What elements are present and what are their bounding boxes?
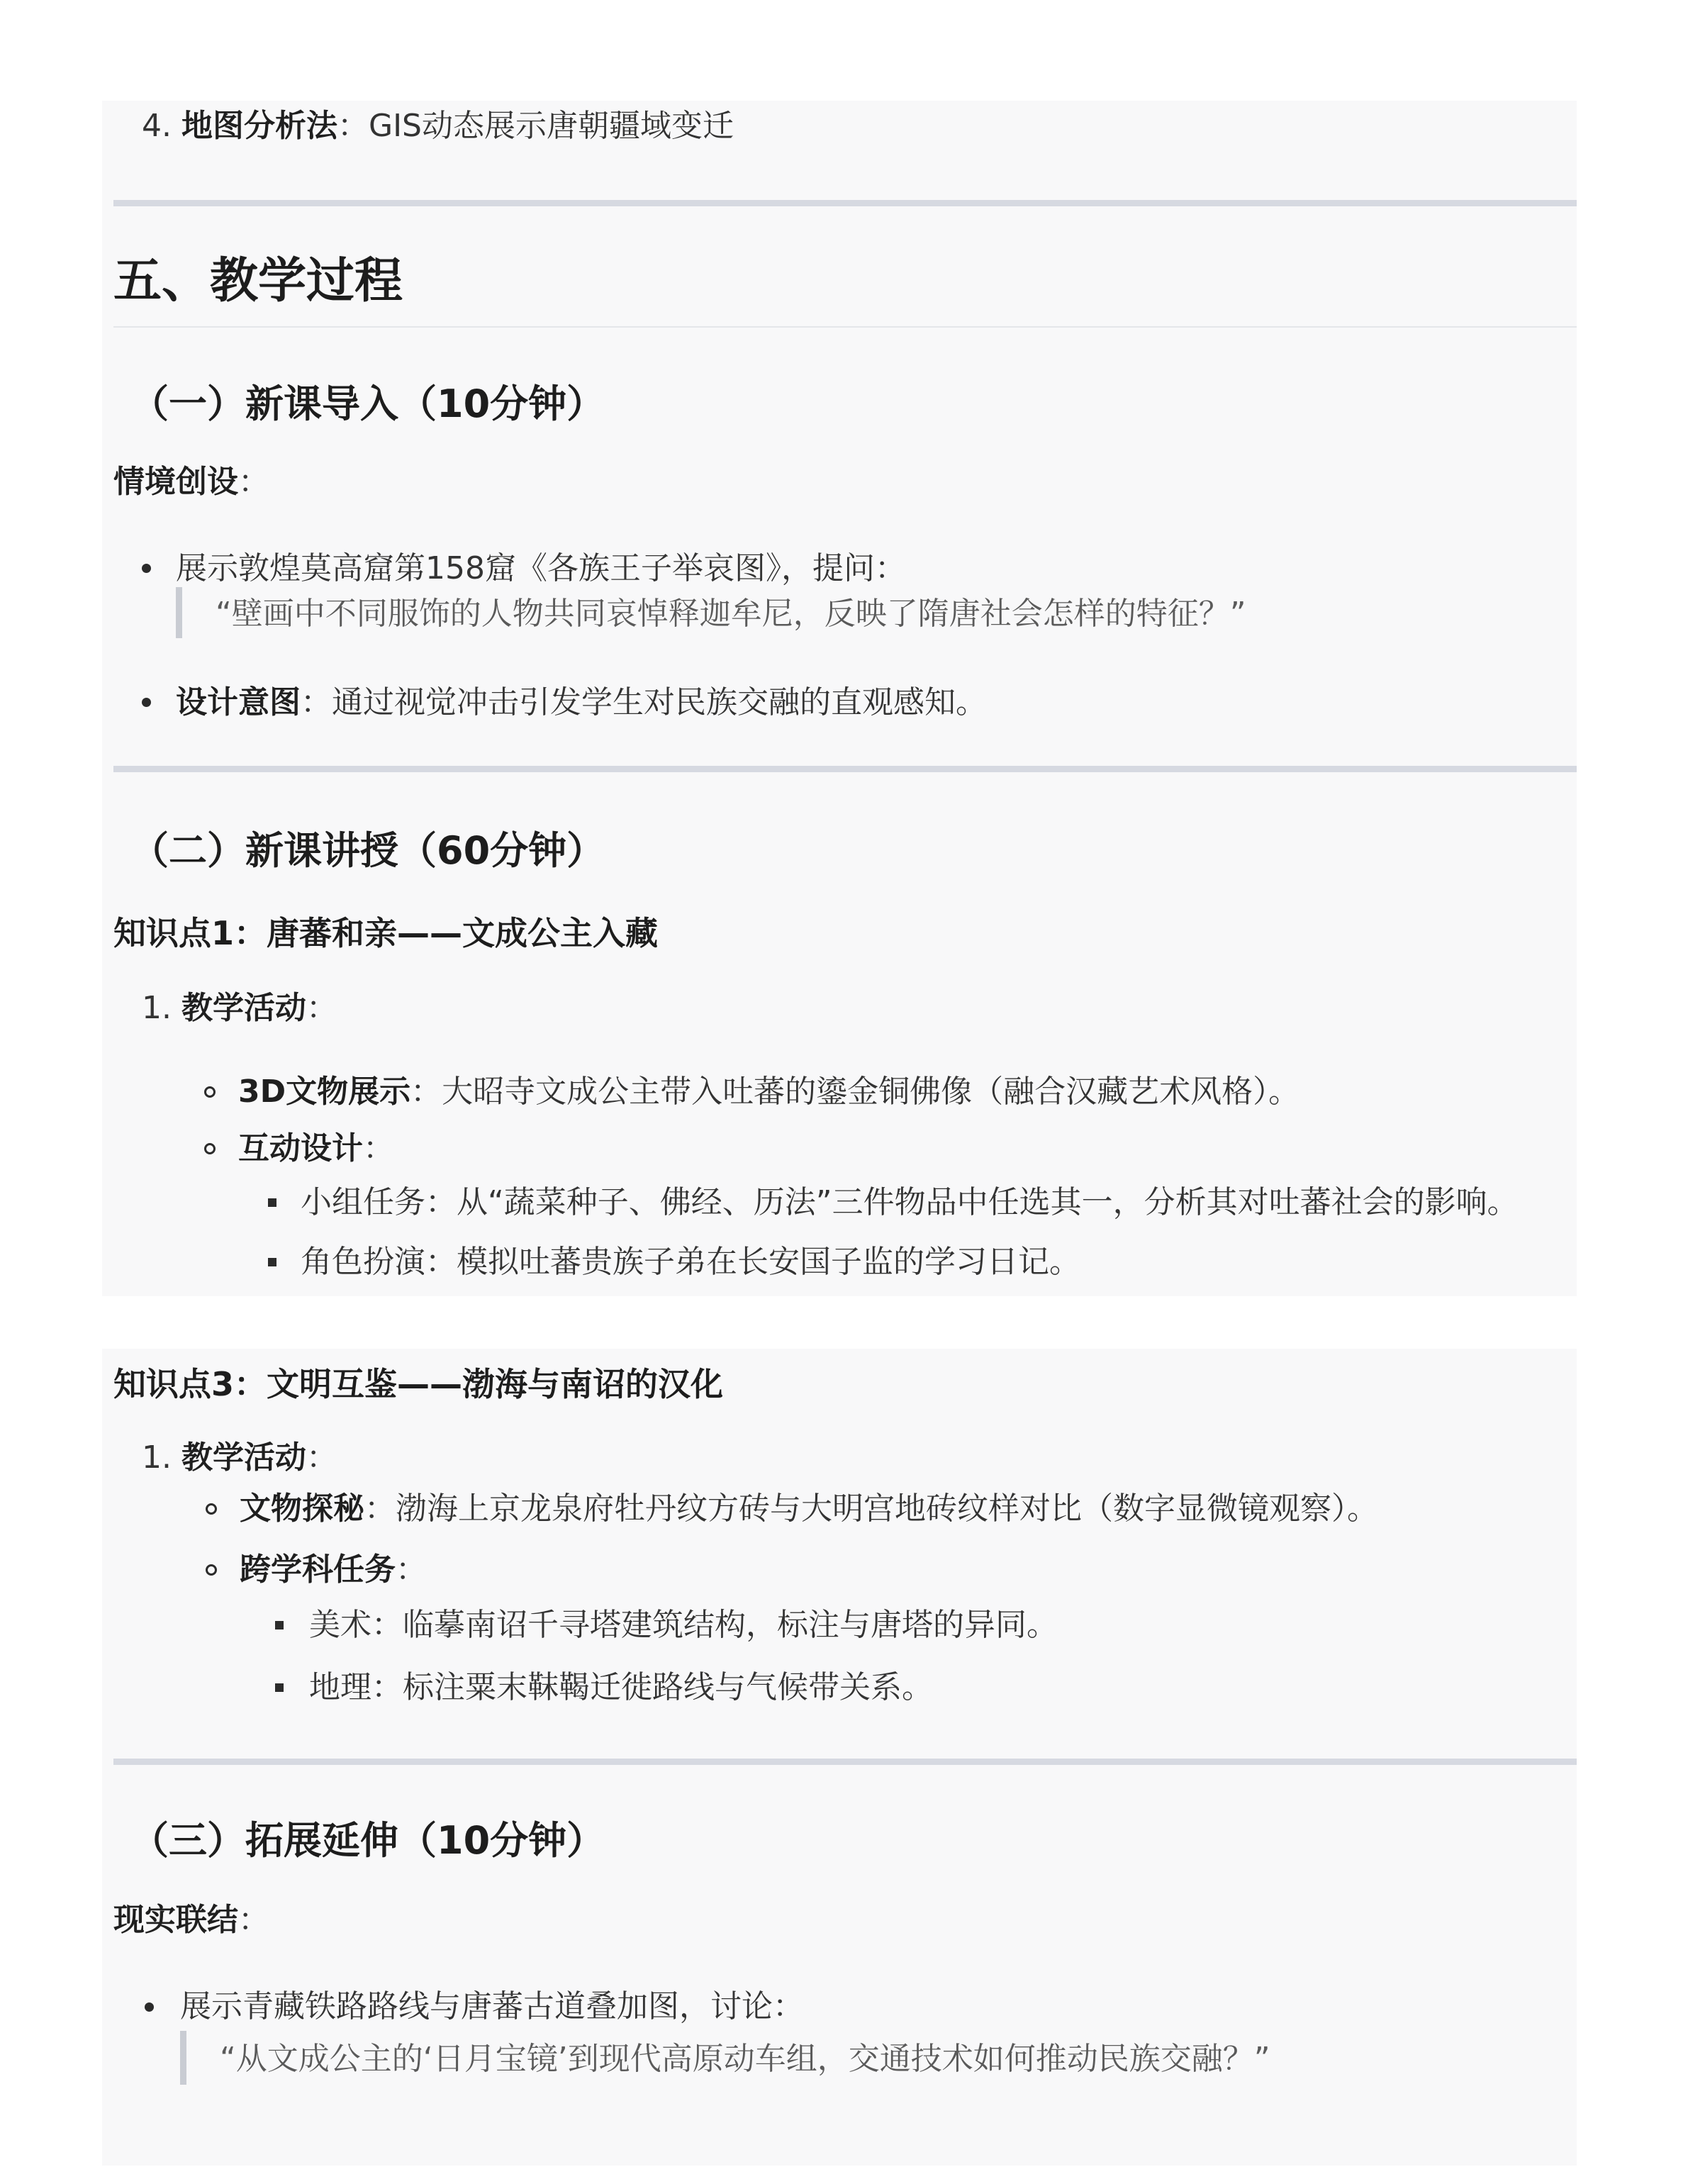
reality-label <box>113 1899 269 1941</box>
activity-item-crossdisciplinary-label: 跨学科任务 <box>240 1551 396 1588</box>
sub-item: 角色扮演：模拟吐蕃贵族子弟在长安国子监的学习日记。 <box>301 1244 1080 1280</box>
knowledge-point-1: 知识点1：唐蕃和亲——文成公主入藏 <box>113 914 659 952</box>
knowledge-point-3: 知识点3：文明互鉴——渤海与南诏的汉化 <box>113 1365 724 1403</box>
sub-item: 美术：临摹南诏千寻塔建筑结构，标注与唐塔的异同。 <box>309 1607 1058 1643</box>
activity-item-artifact-sep: ： <box>364 1491 396 1527</box>
activity-item-3d <box>238 1071 1299 1113</box>
section-title: 五、教学过程 <box>113 253 403 309</box>
design-intent-sep: ： <box>301 684 332 720</box>
method-item-4 <box>142 105 734 147</box>
section-divider <box>113 200 1577 206</box>
intro-quote: “壁画中不同服饰的人物共同哀悼释迦牟尼，反映了隋唐社会怎样的特征？” <box>216 596 1246 632</box>
sub-item: 地理：标注粟末靺鞨迁徙路线与气候带关系。 <box>309 1669 933 1705</box>
scenario-label <box>113 461 269 503</box>
method-item-sep: ： <box>337 108 369 144</box>
scenario-label-colon: ： <box>238 464 269 500</box>
bullet-circle-icon <box>204 1143 216 1154</box>
subsection-divider <box>113 1759 1577 1765</box>
activity-item-3d-sep: ： <box>410 1074 442 1110</box>
extension-bullet-1: 展示青藏铁路路线与唐蕃古道叠加图，讨论： <box>180 1988 804 2024</box>
bullet-disc-icon <box>142 564 151 573</box>
sub-item: 小组任务：从“蔬菜种子、佛经、历法”三件物品中任选其一，分析其对吐蕃社会的影响。 <box>301 1184 1519 1220</box>
activity-number: 1. <box>142 990 172 1026</box>
activity-number: 1. <box>142 1439 172 1476</box>
reality-label-text: 现实联结 <box>113 1902 238 1938</box>
scenario-label-text: 情境创设 <box>113 464 238 500</box>
subsection-title-lecture: （二）新课讲授（60分钟） <box>130 828 605 873</box>
activity-label: 教学活动 <box>181 1439 306 1476</box>
design-intent-label: 设计意图 <box>176 684 301 720</box>
activity-item-crossdisciplinary-colon: ： <box>396 1551 427 1588</box>
bullet-square-icon <box>275 1683 284 1692</box>
method-item-number: 4. <box>142 108 172 144</box>
subsection-divider <box>113 766 1577 772</box>
bullet-square-icon <box>275 1621 284 1629</box>
activity-heading <box>142 987 337 1030</box>
activity-heading <box>142 1437 337 1479</box>
bullet-square-icon <box>268 1258 276 1266</box>
activity-label: 教学活动 <box>181 990 306 1026</box>
activity-item-interactive <box>238 1127 394 1170</box>
activity-colon: ： <box>306 990 337 1026</box>
activity-item-artifact <box>240 1488 1378 1530</box>
reality-label-colon: ： <box>238 1902 269 1938</box>
activity-item-3d-text: 大昭寺文成公主带入吐蕃的鎏金铜佛像（融合汉藏艺术风格）。 <box>442 1074 1300 1110</box>
activity-item-interactive-colon: ： <box>363 1130 394 1166</box>
intro-bullet-1: 展示敦煌莫高窟第158窟《各族王子举哀图》，提问： <box>176 550 906 586</box>
document-card-top <box>102 101 1577 1296</box>
bullet-circle-icon <box>206 1564 217 1576</box>
design-intent-text: 通过视觉冲击引发学生对民族交融的直观感知。 <box>332 684 987 720</box>
subsection-title-intro: （一）新课导入（10分钟） <box>130 381 605 426</box>
intro-bullet-2 <box>176 681 987 724</box>
activity-item-crossdisciplinary <box>240 1549 427 1591</box>
bullet-circle-icon <box>206 1503 217 1515</box>
activity-item-artifact-text: 渤海上京龙泉府牡丹纹方砖与大明宫地砖纹样对比（数字显微镜观察）。 <box>396 1491 1378 1527</box>
activity-item-artifact-label: 文物探秘 <box>240 1491 364 1527</box>
section-title-underline <box>113 326 1577 328</box>
activity-item-interactive-label: 互动设计 <box>238 1130 363 1166</box>
bullet-disc-icon <box>142 698 151 707</box>
bullet-square-icon <box>268 1198 276 1207</box>
method-item-title: 地图分析法 <box>181 108 337 144</box>
activity-item-3d-label: 3D文物展示 <box>238 1074 411 1110</box>
quote-bar <box>176 587 182 638</box>
document-card-bottom <box>102 1349 1577 2166</box>
bullet-disc-icon <box>145 2002 154 2012</box>
activity-colon: ： <box>306 1439 337 1476</box>
extension-quote: “从文成公主的‘日月宝镜’到现代高原动车组，交通技术如何推动民族交融？” <box>220 2041 1270 2077</box>
quote-bar <box>180 2031 186 2085</box>
method-item-text: GIS动态展示唐朝疆域变迁 <box>368 108 734 144</box>
bullet-circle-icon <box>204 1086 216 1098</box>
subsection-title-extension: （三）拓展延伸（10分钟） <box>130 1818 605 1863</box>
